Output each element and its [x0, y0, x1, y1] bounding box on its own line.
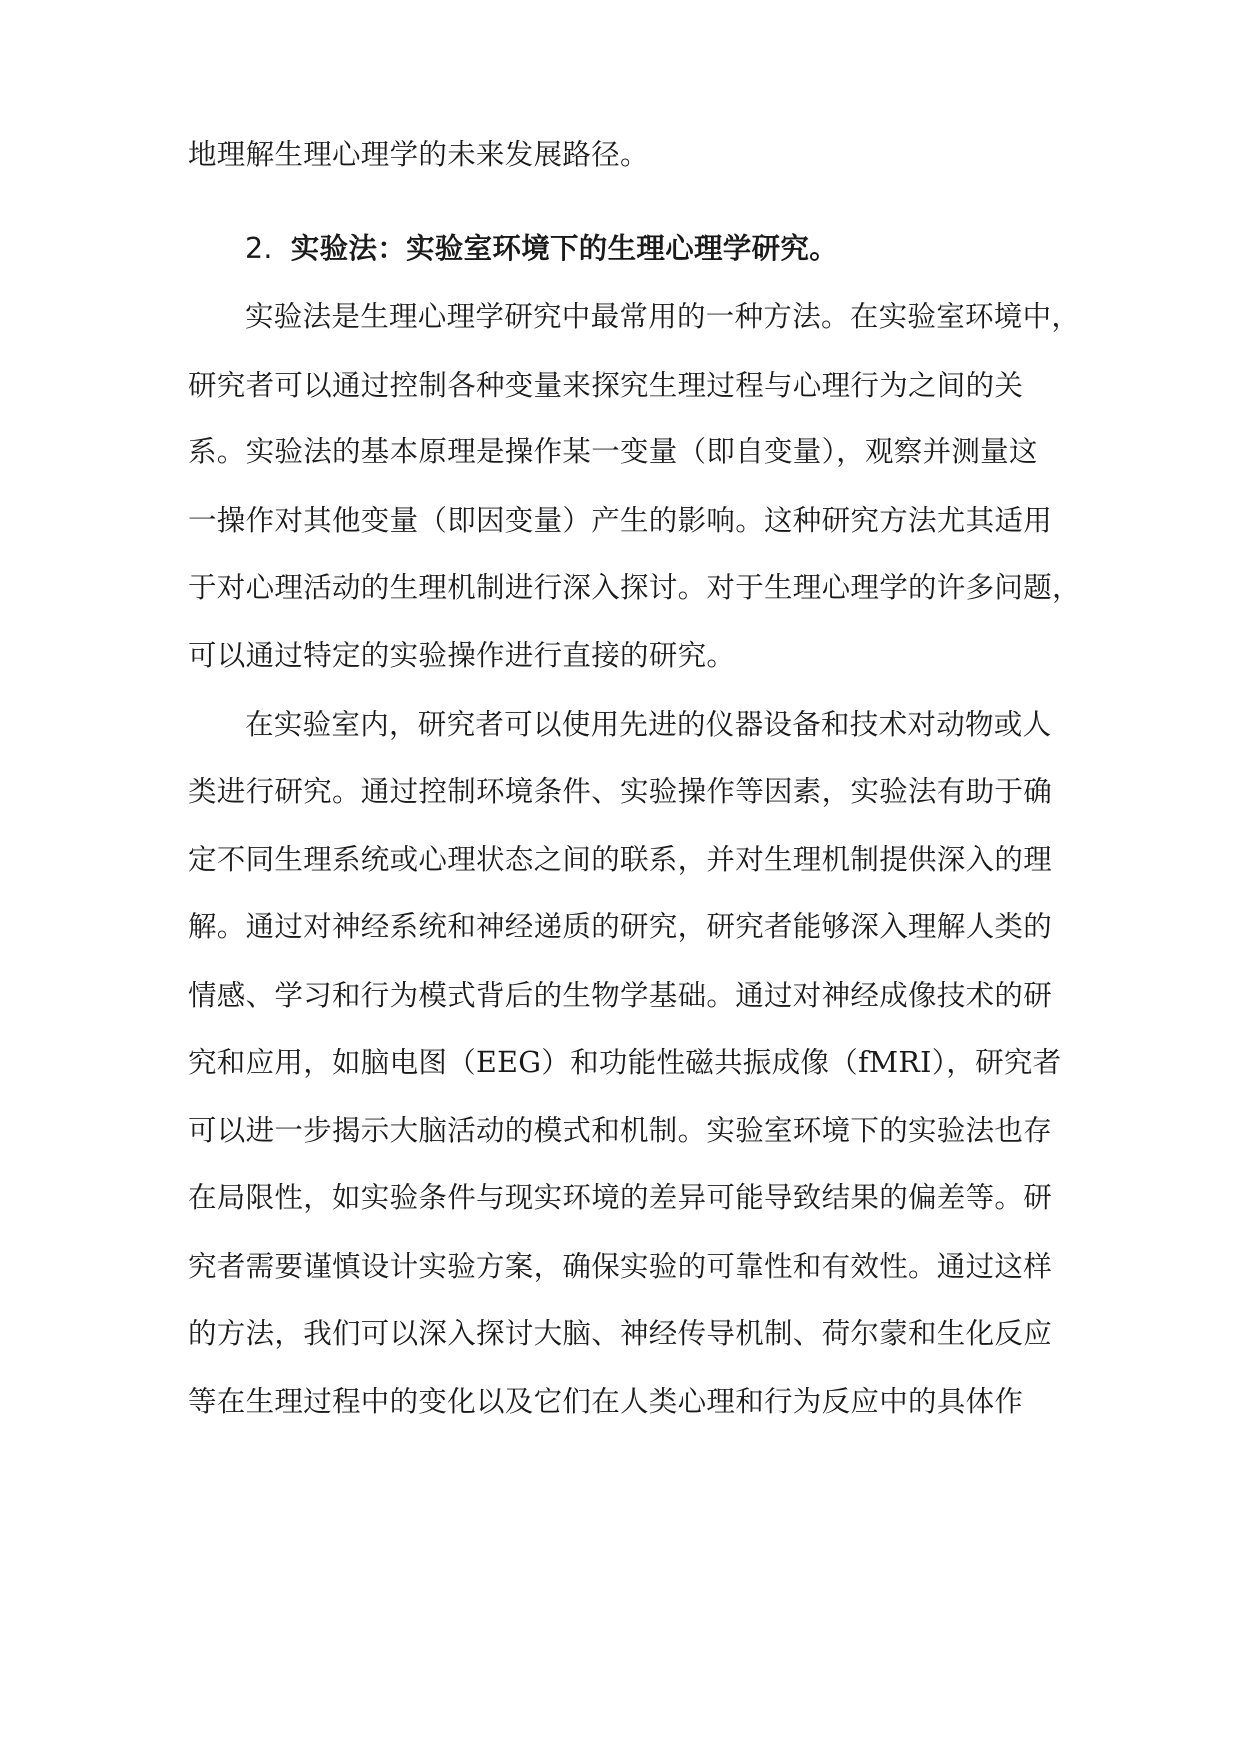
- paragraph-2-line: 的方法，我们可以深入探讨大脑、神经传导机制、荷尔蒙和生化反应: [188, 1317, 1053, 1350]
- section-heading: [245, 228, 1125, 269]
- section-title: 实验法：实验室环境下的生理心理学研究。: [290, 231, 838, 265]
- section-number: 2.: [245, 232, 273, 265]
- paragraph-2-line: 等在生理过程中的变化以及它们在人类心理和行为反应中的具体作: [188, 1385, 1024, 1418]
- paragraph-1-line: 于对心理活动的生理机制进行深入探讨。对于生理心理学的许多问题，: [188, 571, 1081, 604]
- paragraph-2-line: 可以进一步揭示大脑活动的模式和机制。实验室环境下的实验法也存: [188, 1114, 1053, 1147]
- paragraph-2-line: 在局限性，如实验条件与现实环境的差异可能导致结果的偏差等。研: [188, 1181, 1053, 1214]
- paragraph-2-line: 类进行研究。通过控制环境条件、实验操作等因素，实验法有助于确: [188, 775, 1053, 808]
- paragraph-1-line: 研究者可以通过控制各种变量来探究生理过程与心理行为之间的关: [188, 369, 1024, 402]
- intro-line: 地理解生理心理学的未来发展路径。: [188, 138, 649, 171]
- paragraph-2-line: 解。通过对神经系统和神经递质的研究，研究者能够深入理解人类的: [188, 910, 1053, 943]
- paragraph-2-line: 究和应用，如脑电图（EEG）和功能性磁共振成像（fMRI），研究者: [188, 1046, 1062, 1079]
- paragraph-1-line: 一操作对其他变量（即因变量）产生的影响。这种研究方法尤其适用: [188, 504, 1053, 537]
- paragraph-2-line: 究者需要谨慎设计实验方案，确保实验的可靠性和有效性。通过这样: [188, 1250, 1053, 1283]
- paragraph-2-line: 在实验室内，研究者可以使用先进的仪器设备和技术对动物或人: [245, 708, 1052, 741]
- paragraph-2-line: 定不同生理系统或心理状态之间的联系，并对生理机制提供深入的理: [188, 843, 1053, 876]
- paragraph-1-line: 实验法是生理心理学研究中最常用的一种方法。在实验室环境中，: [245, 300, 1081, 333]
- paragraph-1-line: 可以通过特定的实验操作进行直接的研究。: [188, 639, 736, 672]
- paragraph-2-line: 情感、学习和行为模式背后的生物学基础。通过对神经成像技术的研: [188, 979, 1053, 1012]
- paragraph-1-line: 系。实验法的基本原理是操作某一变量（即自变量），观察并测量这: [188, 435, 1038, 468]
